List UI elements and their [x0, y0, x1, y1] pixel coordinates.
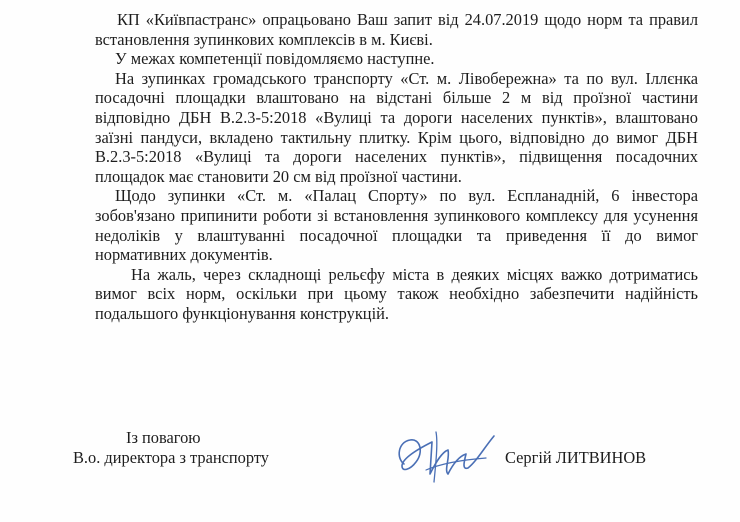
- closing-block: [73, 428, 269, 467]
- signatory-name: Сергій ЛИТВИНОВ: [505, 448, 647, 467]
- handwritten-signature: [390, 412, 510, 492]
- paragraph-livoberezhna-stops: На зупинках громадського транспорту «Ст. м. Лівобережна» та по вул. Іллєнка посадочні площадки влаштовано на відстані більше 2 м від проїзної частини відповідно ДБН В.2.3-5:2018 «Вулиці та дороги населених пунктів», влаштовано заїзні пандуси, вкладено тактильну плитку. Крім цього, відповідно до вимог ДБН В.2.3-5:2018 «Вулиці та дороги населених пунктів», підвищення посадочних площадок має становити 20 см від проїзної частини.: [95, 68, 698, 186]
- closing-position: В.о. директора з транспорту: [73, 447, 269, 467]
- paragraph-relief-note: На жаль, через складнощі рельєфу міста в деяких місцях важко дотриматись вимог всіх норм, оскільки при цьому також необхідно забезпечити надійність подальшого функціонування конструкцій.: [95, 264, 698, 323]
- paragraph-palats-sportu-stop: Щодо зупинки «Ст. м. «Палац Спорту» по вул. Еспланадній, 6 інвестора зобов'язано припинити роботи зі встановлення зупинкового комплексу для усунення недоліків у влаштуванні посадочної площадки та приведення її до вимог нормативних документів.: [95, 186, 698, 265]
- letter-body: [95, 10, 698, 324]
- closing-regards: Із повагою: [126, 428, 201, 447]
- paragraph-request-reference: КП «Київпастранс» опрацьовано Ваш запит від 24.07.2019 щодо норм та правил встановлення зупинкових комплексів в м. Києві.: [95, 10, 698, 49]
- paragraph-competence-intro: У межах компетенції повідомляємо наступне.: [115, 49, 435, 69]
